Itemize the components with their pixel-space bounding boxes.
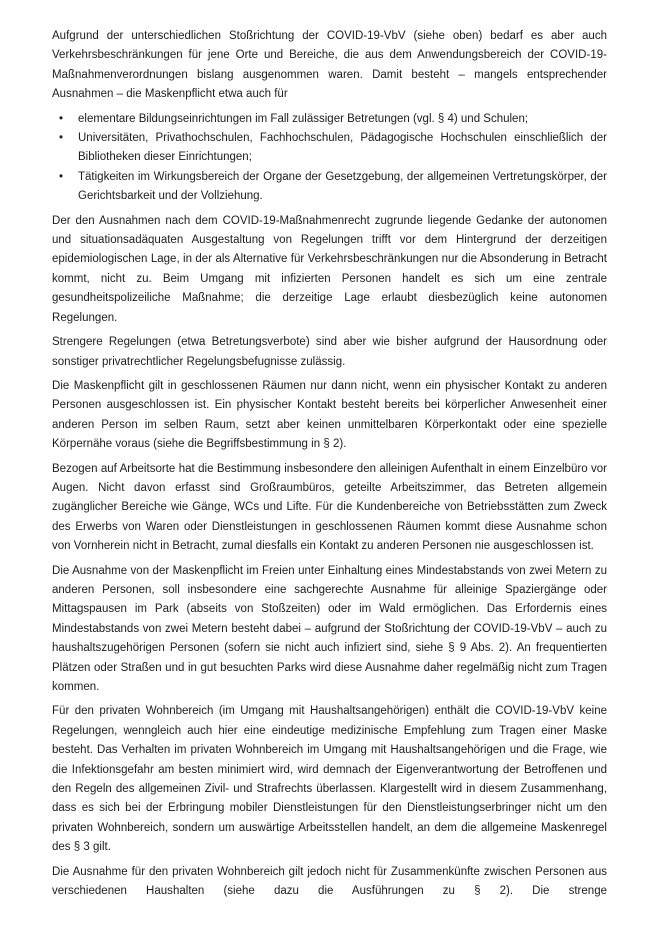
paragraph: Aufgrund der unterschiedlichen Stoßrichtung der COVID-19-VbV (siehe oben) bedarf es aber auch Verkehrsbeschränkungen für jene Orte und Bereiche, die aus dem Anwendungsbereich der COVID-19-Maßnahmenverordnungen bislang ausgenommen waren. Damit besteht – mangels entsprechender Ausnahmen – die Maskenpflicht etwa auch für xyxy=(52,30,607,101)
bullet-item xyxy=(59,129,607,168)
paragraph: Strengere Regelungen (etwa Betretungsverbote) sind aber wie bisher aufgrund der Hausordnung oder sonstiger privatrechtlicher Regelungsbefugnisse zulässig. xyxy=(52,336,607,368)
bullet-list xyxy=(52,110,607,207)
bullet-icon: • xyxy=(59,132,64,145)
bullet-item-text: Universitäten, Privathochschulen, Fachhochschulen, Pädagogische Hochschulen einschließlich der Bibliotheken dieser Einrichtungen; xyxy=(78,132,607,164)
paragraph: Für den privaten Wohnbereich (im Umgang mit Haushaltsangehörigen) enthält die COVID-19-VbV keine Regelungen, wenngleich auch hier eine eindeutige medizinische Empfehlung zum Tragen einer Maske besteht. Das Verhalten im privaten Wohnbereich im Umgang mit Haushaltsangehörigen und die Frage, wie die Infektionsgefahr am besten minimiert wird, wird demnach der Eigenverantwortung der Betroffenen und den Regeln des allgemeinen Zivil- und Strafrechts überlassen. Klargestellt wird in diesem Zusammenhang, dass es sich bei der Erbringung mobiler Dienstleistungen für den Dienstleistungserbringer nicht um den privaten Wohnbereich, sondern um auswärtige Arbeitsstellen handelt, an dem die allgemeine Maskenregel des § 3 gilt. xyxy=(52,705,607,854)
document-body xyxy=(52,27,607,901)
paragraph: Die Maskenpflicht gilt in geschlossenen Räumen nur dann nicht, wenn ein physischer Kontakt zu anderen Personen ausgeschlossen ist. Ein physischer Kontakt besteht bereits bei körperlicher Anwesenheit einer anderen Person im selben Raum, setzt aber keinen unmittelbaren Körperkontakt oder eine spezielle Körpernähe voraus (siehe die Begriffsbestimmung in § 2). xyxy=(52,379,607,451)
paragraph: Die Ausnahme von der Maskenpflicht im Freien unter Einhaltung eines Mindestabstands von zwei Metern zu anderen Personen, soll insbesondere eine sachgerechte Ausnahme für alleinige Spaziergänge oder Mittagspausen im Park (abseits von Stoßzeiten) oder im Wald ermöglichen. Das Erfordernis eines Mindestabstands von zwei Metern besteht dabei – aufgrund der Stoßrichtung der COVID-19-VbV – auch zu haushaltszugehörigen Personen (sofern sie nicht auch infiziert sind, siehe § 9 Abs. 2). An frequentierten Plätzen oder Straßen und in gut besuchten Parks wird diese Ausnahme daher regelmäßig nicht zum Tragen kommen. xyxy=(52,564,607,693)
bullet-icon: • xyxy=(59,170,64,183)
paragraph: Die Ausnahme für den privaten Wohnbereich gilt jedoch nicht für Zusammenkünfte zwischen Personen aus verschiedenen Haushalten (siehe dazu die Ausführungen zu § 2). Die strenge xyxy=(52,865,607,898)
paragraph: Bezogen auf Arbeitsorte hat die Bestimmung insbesondere den alleinigen Aufenthalt in einem Einzelbüro vor Augen. Nicht davon erfasst sind Großraumbüros, geteilte Arbeitszimmer, das Betreten allgemein zugänglicher Bereiche wie Gänge, WCs und Lifte. Für die Kundenbereiche von Betriebsstätten zum Zweck des Erwerbs von Waren oder Dienstleistungen in geschlossenen Räumen kommt diese Ausnahme schon von Vornherein nicht in Betracht, zumal diesfalls ein Kontakt zu anderen Personen nie ausgeschlossen ist. xyxy=(52,462,607,553)
bullet-item xyxy=(59,168,607,207)
bullet-item-text: Tätigkeiten im Wirkungsbereich der Organe der Gesetzgebung, der allgemeinen Vertretungskörper, der Gerichtsbarkeit und der Vollziehung. xyxy=(78,170,607,203)
bullet-item-text: elementare Bildungseinrichtungen im Fall zulässiger Betretungen (vgl. § 4) und Schulen; xyxy=(78,112,529,125)
paragraph: Der den Ausnahmen nach dem COVID-19-Maßnahmenrecht zugrunde liegende Gedanke der autonomen und situationsadäquaten Ausgestaltung von Regelungen trifft vor dem Hintergrund der derzeitigen epidemiologischen Lage, in der als Alternative für Verkehrsbeschränkungen nur die Absonderung in Betracht kommt, nicht zu. Beim Umgang mit infizierten Personen handelt es sich um eine zentrale gesundheitspolizeiliche Maßnahme; die derzeitige Lage erlaubt diesbezüglich keine autonomen Regelungen. xyxy=(52,214,607,324)
bullet-item xyxy=(59,110,607,129)
bullet-icon: • xyxy=(59,112,64,125)
